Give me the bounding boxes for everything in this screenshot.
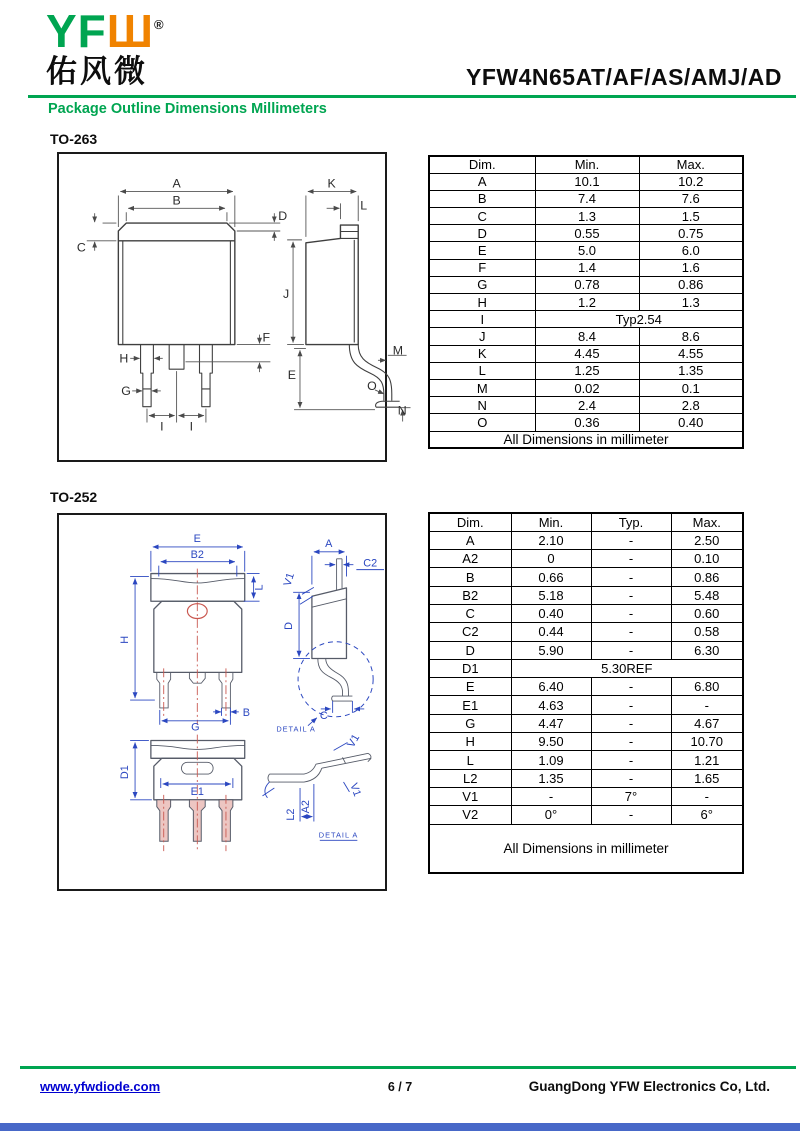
table-cell: 1.09 — [511, 751, 591, 769]
table-cell: 1.35 — [639, 362, 743, 379]
to263-title: TO-263 — [50, 131, 98, 147]
to263-dimensions-table — [428, 155, 744, 449]
footer-divider — [20, 1066, 796, 1069]
table-row — [429, 379, 743, 396]
table-cell: 1.4 — [535, 259, 639, 276]
table-cell: 4.45 — [535, 345, 639, 362]
table-cell: B2 — [429, 586, 511, 604]
dim-label-c: C — [76, 240, 86, 255]
table-row — [429, 225, 743, 242]
dim-label-b: B — [172, 193, 181, 208]
table-cell: 1.5 — [639, 208, 743, 225]
table-cell: 0.10 — [671, 550, 743, 568]
dim-label-a2: A2 — [299, 800, 312, 814]
dim-label-v1-angle: V1 — [347, 781, 364, 799]
table-cell: 6° — [671, 806, 743, 824]
table-cell: 7° — [591, 787, 671, 805]
table-cell: 0.78 — [535, 276, 639, 293]
table-cell: H — [429, 294, 535, 311]
dim-label-a: A — [325, 537, 333, 550]
table-cell: H — [429, 733, 511, 751]
dim-label-b2: B2 — [190, 548, 204, 561]
table-cell: 0.75 — [639, 225, 743, 242]
column-header: Dim. — [429, 513, 511, 531]
table-row — [429, 294, 743, 311]
table-cell: - — [511, 787, 591, 805]
table-cell: 0.40 — [639, 414, 743, 431]
table-row — [429, 787, 743, 805]
table-cell: 8.6 — [639, 328, 743, 345]
dim-label-d: D — [283, 622, 296, 630]
table-cell: 2.8 — [639, 397, 743, 414]
dim-label-h: H — [119, 635, 132, 644]
table-cell: - — [591, 714, 671, 732]
yfw-logo-text — [46, 5, 165, 57]
table-cell: - — [591, 769, 671, 787]
table-cell: A — [429, 173, 535, 190]
part-number: YFW4N65AT/AF/AS/AMJ/AD — [466, 64, 782, 90]
table-cell: - — [591, 550, 671, 568]
dim-label-g: G — [191, 721, 200, 734]
table-row — [429, 733, 743, 751]
table-row — [429, 311, 743, 328]
column-header: Min. — [535, 156, 639, 173]
header-row — [429, 513, 743, 531]
column-header: Max. — [671, 513, 743, 531]
table-cell: O — [429, 414, 535, 431]
to263-dimensions — [77, 177, 411, 434]
to252-figure-box — [57, 513, 387, 891]
table-cell: 5.48 — [671, 586, 743, 604]
header-divider — [28, 95, 796, 98]
table-cell: 2.50 — [671, 531, 743, 549]
logo-w-glyph: Ш — [106, 5, 155, 57]
table-row — [429, 397, 743, 414]
table-cell: E1 — [429, 696, 511, 714]
dim-label-f: F — [262, 330, 271, 345]
table-cell: 4.67 — [671, 714, 743, 732]
table-row — [429, 641, 743, 659]
to252-side-view — [298, 559, 373, 717]
table-cell: 1.21 — [671, 751, 743, 769]
table-cell: A2 — [429, 550, 511, 568]
detail-a-callout-label: DETAIL A — [276, 724, 316, 734]
logo-chinese-name: 佑风微 — [46, 54, 148, 89]
yfw-logo — [46, 5, 165, 89]
table-cell: 5.18 — [511, 586, 591, 604]
dim-label-c: C — [319, 709, 328, 722]
table-cell: 5.0 — [535, 242, 639, 259]
dim-label-d: D — [278, 209, 288, 224]
to263-figure-box — [57, 152, 407, 462]
table-cell: V2 — [429, 806, 511, 824]
dim-label-l2: L2 — [285, 808, 298, 821]
table-cell: 10.1 — [535, 173, 639, 190]
table-cell: 8.4 — [535, 328, 639, 345]
footer-row — [429, 431, 743, 448]
table-cell: 2.4 — [535, 397, 639, 414]
table-cell: 2.10 — [511, 531, 591, 549]
table-row — [429, 806, 743, 824]
table-cell: 10.2 — [639, 173, 743, 190]
table-cell: - — [591, 568, 671, 586]
table-cell: 6.80 — [671, 678, 743, 696]
table-cell: 1.65 — [671, 769, 743, 787]
table-cell: F — [429, 259, 535, 276]
dim-label-h: H — [119, 351, 129, 366]
table-cell: 1.25 — [535, 362, 639, 379]
table-cell: 1.2 — [535, 294, 639, 311]
table-cell: 9.50 — [511, 733, 591, 751]
table-cell: D — [429, 641, 511, 659]
table-cell: Typ2.54 — [535, 311, 743, 328]
table-cell: - — [591, 604, 671, 622]
table-cell: 6.30 — [671, 641, 743, 659]
table-cell: 5.90 — [511, 641, 591, 659]
table-cell: L2 — [429, 769, 511, 787]
table-cell: 0° — [511, 806, 591, 824]
table-cell: 7.4 — [535, 190, 639, 207]
table-cell: C2 — [429, 623, 511, 641]
dim-label-i: I — [160, 419, 164, 434]
table-cell: I — [429, 311, 535, 328]
table-cell: 7.6 — [639, 190, 743, 207]
table-footer-note: All Dimensions in millimeter — [429, 431, 743, 448]
table-cell: E — [429, 678, 511, 696]
dim-label-m: M — [392, 343, 404, 358]
table-footer-note: All Dimensions in millimeter — [429, 824, 743, 873]
table-cell: 1.6 — [639, 259, 743, 276]
table-cell: - — [671, 787, 743, 805]
table-row — [429, 659, 743, 677]
table-cell: 0.66 — [511, 568, 591, 586]
table-row — [429, 259, 743, 276]
column-header: Dim. — [429, 156, 535, 173]
table-cell: - — [591, 806, 671, 824]
table-row — [429, 696, 743, 714]
footer-row — [429, 824, 743, 873]
dim-label-i: I — [189, 419, 194, 434]
to263-drawing — [59, 154, 407, 460]
dim-label-v1-detail: V1 — [345, 732, 363, 750]
table-cell: 0.58 — [671, 623, 743, 641]
dim-label-n: N — [397, 403, 407, 418]
table-cell: C — [429, 604, 511, 622]
table-cell: 0.02 — [535, 379, 639, 396]
table-cell: - — [591, 733, 671, 751]
dim-label-v1: V1 — [281, 571, 298, 588]
table-row — [429, 550, 743, 568]
table-row — [429, 769, 743, 787]
table-cell: A — [429, 531, 511, 549]
to263-side-view — [306, 225, 400, 407]
table-cell: 0.86 — [671, 568, 743, 586]
table-cell: E — [429, 242, 535, 259]
dim-label-b: B — [242, 706, 250, 719]
to252-title: TO-252 — [50, 489, 98, 505]
table-cell: 0.86 — [639, 276, 743, 293]
table-row — [429, 328, 743, 345]
table-cell: 0.44 — [511, 623, 591, 641]
table-cell: N — [429, 397, 535, 414]
dim-label-e: E — [287, 368, 297, 383]
to252-front-view — [151, 569, 245, 725]
column-header: Typ. — [591, 513, 671, 531]
dim-label-g: G — [121, 383, 131, 398]
detail-a-callout-circle — [298, 642, 373, 717]
table-cell: D1 — [429, 659, 511, 677]
dim-label-a: A — [172, 176, 181, 191]
table-cell: - — [591, 531, 671, 549]
table-cell: 0.40 — [511, 604, 591, 622]
table-row — [429, 208, 743, 225]
to252-drawing — [59, 515, 385, 889]
table-cell: B — [429, 568, 511, 586]
table-row — [429, 173, 743, 190]
dim-label-l: L — [360, 198, 368, 213]
table-cell: V1 — [429, 787, 511, 805]
table-cell: - — [671, 696, 743, 714]
dim-label-o: O — [367, 378, 377, 393]
table-cell: D — [429, 225, 535, 242]
table-cell: 4.47 — [511, 714, 591, 732]
page-number: 6 / 7 — [387, 1080, 413, 1094]
header-row — [429, 156, 743, 173]
table-cell: L — [429, 362, 535, 379]
table-cell: L — [429, 751, 511, 769]
table-cell: G — [429, 276, 535, 293]
table-row — [429, 751, 743, 769]
table-cell: G — [429, 714, 511, 732]
table-cell: 0 — [511, 550, 591, 568]
table-cell: 6.0 — [639, 242, 743, 259]
table-row — [429, 568, 743, 586]
table-cell: 6.40 — [511, 678, 591, 696]
table-cell: M — [429, 379, 535, 396]
table-cell: - — [591, 678, 671, 696]
dim-label-l: L — [253, 584, 266, 591]
table-row — [429, 623, 743, 641]
table-cell: 1.3 — [535, 208, 639, 225]
table-row — [429, 531, 743, 549]
column-header: Min. — [511, 513, 591, 531]
table-cell: - — [591, 696, 671, 714]
bottom-color-bar — [0, 1123, 800, 1131]
page-section-heading: Package Outline Dimensions Millimeters — [48, 101, 327, 117]
table-row — [429, 345, 743, 362]
dim-label-e1: E1 — [190, 785, 204, 798]
logo-yf-letters: YF — [46, 5, 107, 57]
table-cell: 1.3 — [639, 294, 743, 311]
column-header: Max. — [639, 156, 743, 173]
detail-a-view-label: DETAIL A — [318, 830, 359, 840]
table-cell: K — [429, 345, 535, 362]
table-cell: - — [591, 751, 671, 769]
table-cell: 0.55 — [535, 225, 639, 242]
table-cell: - — [591, 623, 671, 641]
table-cell: C — [429, 208, 535, 225]
dim-label-e: E — [193, 532, 201, 545]
table-cell: 1.35 — [511, 769, 591, 787]
dim-label-d1: D1 — [119, 765, 132, 780]
table-row — [429, 242, 743, 259]
table-cell: 5.30REF — [511, 659, 743, 677]
table-cell: 4.55 — [639, 345, 743, 362]
dim-label-j: J — [282, 287, 290, 302]
table-row — [429, 362, 743, 379]
table-cell: 0.1 — [639, 379, 743, 396]
table-row — [429, 586, 743, 604]
table-cell: - — [591, 641, 671, 659]
table-cell: - — [591, 586, 671, 604]
dim-label-k: K — [327, 176, 336, 191]
table-row — [429, 276, 743, 293]
footer-company-name: GuangDong YFW Electronics Co, Ltd. — [528, 1079, 770, 1094]
table-row — [429, 414, 743, 431]
table-row — [429, 678, 743, 696]
table-cell: J — [429, 328, 535, 345]
to252-dimensions-table — [428, 512, 744, 874]
footer-website-link[interactable]: www.yfwdiode.com — [40, 1079, 161, 1094]
table-cell: 0.36 — [535, 414, 639, 431]
dim-label-c2: C2 — [363, 557, 378, 570]
registered-trademark-icon: ® — [154, 17, 165, 32]
table-cell: B — [429, 190, 535, 207]
table-cell: 10.70 — [671, 733, 743, 751]
table-row — [429, 714, 743, 732]
table-cell: 0.60 — [671, 604, 743, 622]
table-row — [429, 190, 743, 207]
table-row — [429, 604, 743, 622]
table-cell: 4.63 — [511, 696, 591, 714]
